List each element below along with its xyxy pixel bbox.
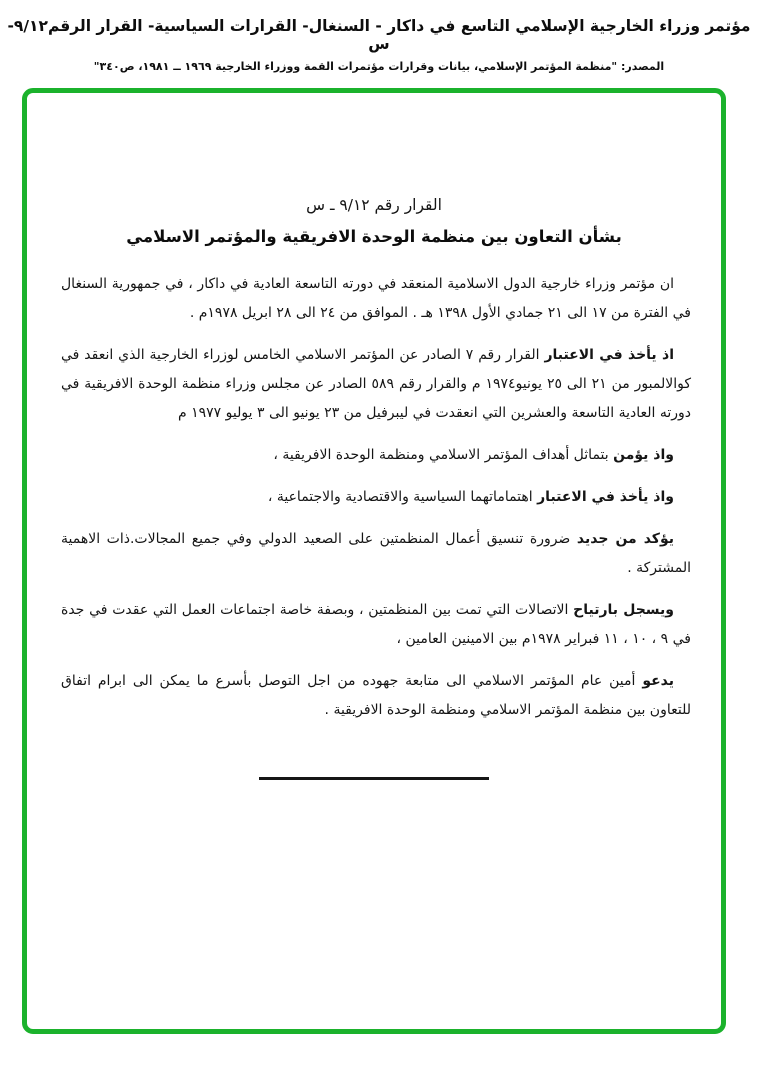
paragraph-text: اهتماماتهما السياسية والاقتصادية والاجتماعية ، [267, 489, 538, 505]
paragraph-taking-into-account [61, 341, 691, 428]
end-divider-line [259, 777, 489, 780]
paragraph-believing [61, 441, 691, 470]
paragraph-text: أمين عام المؤتمر الاسلامي الى متابعة جهوده من اجل التوصل بأسرع ما يمكن الى ابرام اتفاق للتعاون بين منظمة المؤتمر الاسلامي ومنظمة الوحدة الافريقية . [61, 673, 691, 718]
paragraph-text: الاتصالات التي تمت بين المنظمتين ، وبصفة خاصة اجتماعات العمل التي عقدت في جدة في ٩ ، ١٠ ، ١١ فبراير ١٩٧٨م بين الامينين العامين ، [61, 602, 691, 647]
paragraph-notes-with-satisfaction [61, 596, 691, 654]
paragraph-invites [61, 667, 691, 725]
paragraph-text: ان مؤتمر وزراء خارجية الدول الاسلامية المنعقد في دورته التاسعة العادية في داكار ، في جمهورية السنغال في الفترة من ١٧ الى ٢١ جمادي الأول ١٣٩٨ هـ . الموافق من ٢٤ الى ٢٨ ابريل ١٩٧٨م . [61, 276, 691, 321]
paragraph-lead: اذ يأخذ في الاعتبار [544, 347, 674, 363]
paragraph-considering-interests [61, 483, 691, 512]
resolution-subject-heading: بشأن التعاون بين منظمة الوحدة الافريقية والمؤتمر الاسلامي [126, 227, 622, 246]
resolution-number-heading: القرار رقم ٩/١٢ ـ س [306, 196, 442, 214]
page-header [0, 0, 758, 73]
header-title: مؤتمر وزراء الخارجية الإسلامي التاسع في داكار - السنغال- القرارات السياسية- القرار الرقم٩/١٢- س [7, 17, 751, 53]
paragraph-lead: واذ يأخذ في الاعتبار [537, 489, 674, 505]
paragraph-text: ضرورة تنسيق أعمال المنظمتين على الصعيد الدولي وفي جميع المجالات.ذات الاهمية المشتركة . [61, 531, 691, 576]
paragraph-lead: واذ يؤمن [613, 447, 674, 463]
paragraph-text: بتماثل أهداف المؤتمر الاسلامي ومنظمة الوحدة الافريقية ، [273, 447, 614, 463]
paragraph-preamble [61, 270, 691, 328]
paragraph-lead: يدعو [642, 673, 674, 689]
green-border-frame [22, 88, 726, 1034]
paragraph-text: القرار رقم ٧ الصادر عن المؤتمر الاسلامي الخامس لوزراء الخارجية الذي انعقد في كوالالمبور من ٢١ الى ٢٥ يونيو١٩٧٤ م والقرار رقم ٥٨٩ الصادر عن مجلس وزراء منظمة الوحدة الافريقية في دورته العادية التاسعة والعشرين التي انعقدت في ليبرفيل من ٢٣ يونيو الى ٣ يوليو ١٩٧٧ م [61, 347, 692, 421]
resolution-body [61, 270, 691, 725]
paragraph-lead: يؤكد من جديد [576, 531, 674, 547]
paragraph-reaffirms [61, 525, 691, 583]
header-source-line: المصدر: "منظمة المؤتمر الإسلامي، بيانات وقرارات مؤتمرات القمة ووزراء الخارجية ١٩٦٩ ــ ١٩٨١، ص٣٤٠" [93, 60, 665, 73]
paragraph-lead: ويسجل بارتياح [573, 602, 675, 618]
